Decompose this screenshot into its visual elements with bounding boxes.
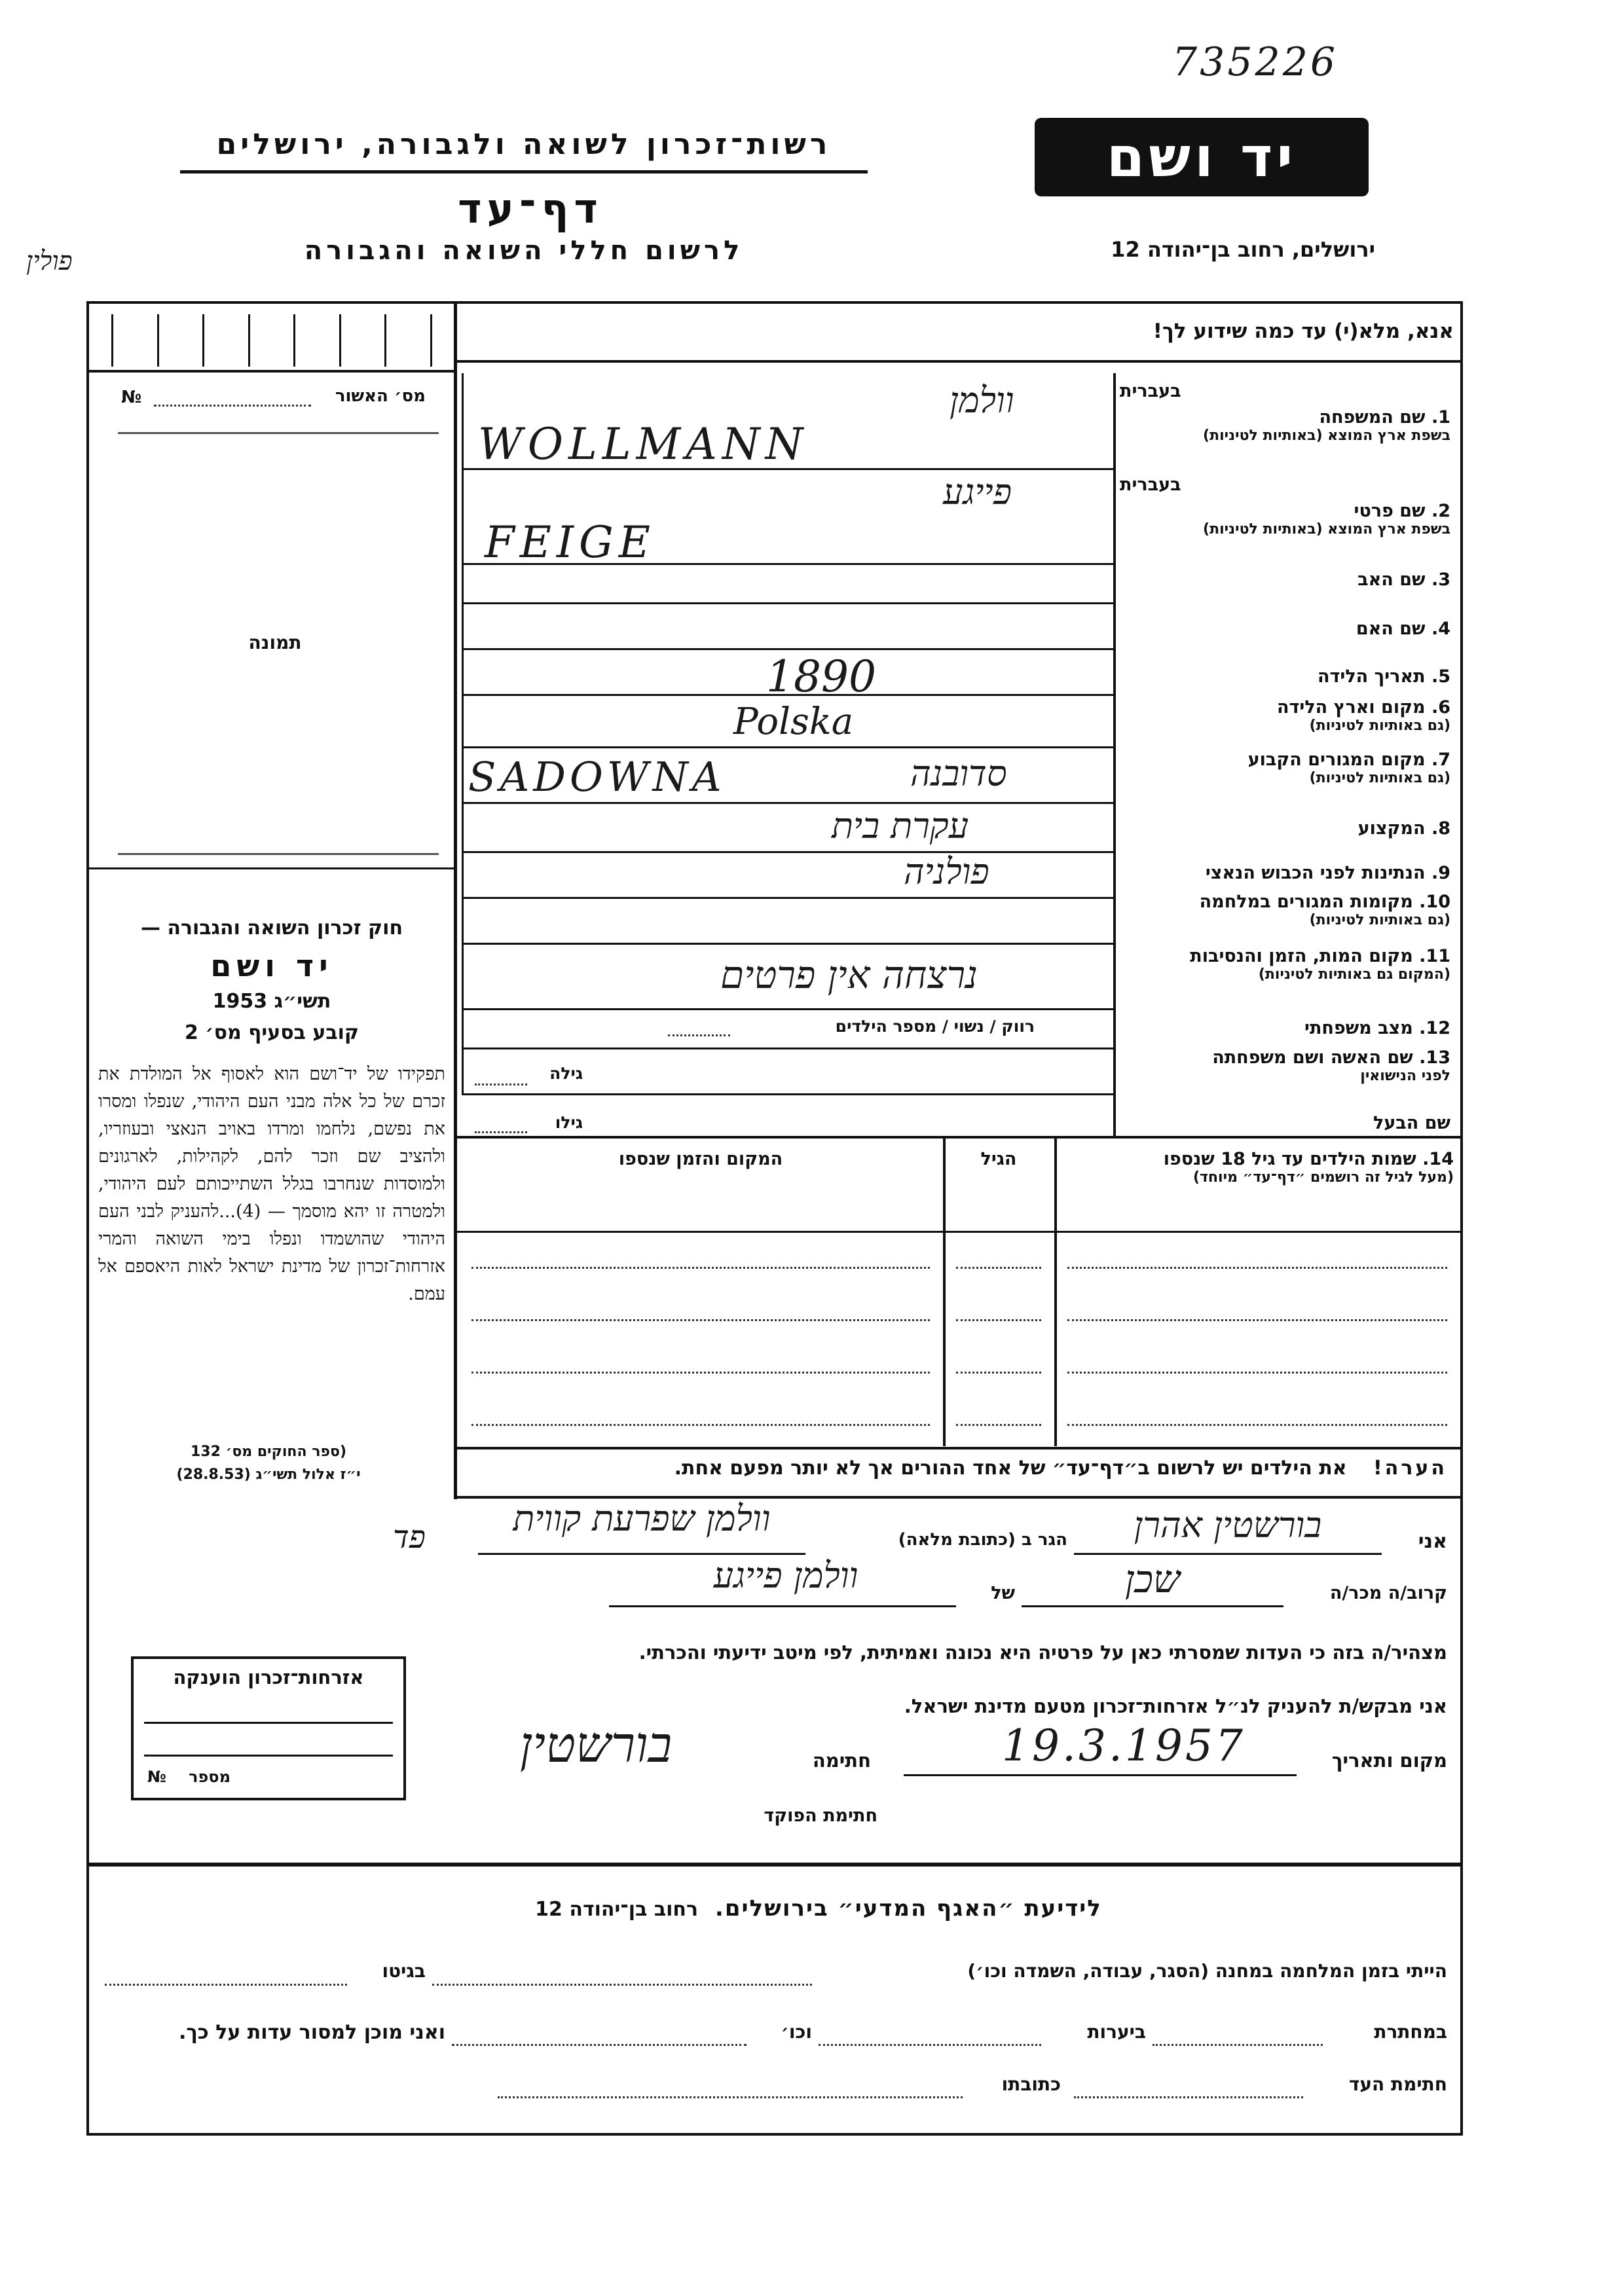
official-signature-label: חתימת הפוקד (764, 1806, 877, 1826)
field-2-sub: בשפת ארץ המוצא (באותיות לטיניות) (1203, 521, 1450, 538)
archive-number: 735226 (1172, 39, 1338, 85)
husband-age-field[interactable] (475, 1131, 527, 1133)
child-row[interactable] (1067, 1424, 1447, 1426)
note-label: הערה! (1373, 1457, 1447, 1480)
instructions-rule (456, 360, 1460, 363)
row-rule (462, 851, 1113, 853)
field-1-label (1120, 381, 1450, 444)
form-subtitle: לרשום חללי השואה והגבורה (304, 236, 744, 266)
field-2-label (1120, 475, 1450, 538)
children-count-field[interactable] (668, 1034, 730, 1036)
field-5-label: 5. תאריך הלידה (1317, 666, 1450, 687)
citizenship-number-suffix: № (147, 1768, 166, 1786)
footer-address: רחוב בן־יהודה 12 (535, 1898, 699, 1921)
birth-place-value[interactable]: Polska (733, 701, 854, 743)
of-line (609, 1605, 956, 1607)
value-left-border (462, 373, 464, 1093)
signature-label: חתימה (812, 1749, 871, 1772)
child-row[interactable] (956, 1267, 1041, 1269)
code-boxes (111, 314, 432, 367)
relation-label: קרוב/ה מכר/ה (1329, 1583, 1447, 1603)
field-1-name: שם המשפחה (1319, 407, 1426, 428)
citizenship-rule-1 (144, 1722, 393, 1724)
marital-status-options[interactable]: רווק / נשוי / מספר הילדים (835, 1017, 1035, 1036)
field-9-label: 9. הנתינות לפני הכבוש הנאצי (1205, 863, 1450, 883)
other-field[interactable] (452, 2044, 747, 2046)
field-1-number: 1. (1431, 407, 1450, 428)
margin-mark: פד (393, 1519, 426, 1556)
ghetto-field[interactable] (105, 1984, 347, 1986)
footer-line2-d: ואני מוכן למסור עדות על כך. (179, 2021, 445, 2044)
field-2-tag: בעברית (1120, 475, 1181, 495)
husband-age-label: גילו (555, 1113, 583, 1132)
approval-label: מס׳ האשור (335, 386, 426, 406)
resides-label: הגר ב (כתובת מלאה) (898, 1530, 1067, 1550)
child-row[interactable] (956, 1372, 1041, 1374)
instructions: אנא, מלא(י) עד כמה שידוע לך! (1153, 319, 1454, 343)
husband-rule (456, 1136, 1460, 1139)
field-7-label: 7. מקום המגורים הקבוע (גם באותיות לטיניות) (1247, 750, 1450, 787)
first-name-hebrew-value[interactable]: פייגע (943, 471, 1012, 513)
law-text: תפקידו של יד־ושם הוא לאסוף אל המולדת את זכרם של כל אלה מבני העם היהודי, שנפלו ומסרו את נפשם, נלחמו ומרדו באויב הנאצי ובעוזריו, ולהציב שם וזכר להם, לקהילות, לארגונים ולמוסדות שנחרבו בגלל השתייכותם לעם היהודי, ולמטרה זו יהא מוסמך — (4)...להעניק לבני העם היהודי שהושמדו ונפלו בימי השואה והמרי אזרחות־זכרון של מדינת ישראל לאות היאספם אל עמם. (98, 1064, 445, 1304)
footer-divider (89, 1863, 1460, 1867)
row-rule (462, 897, 1113, 899)
wife-age-field[interactable] (475, 1084, 527, 1085)
children-header-rule (456, 1231, 1460, 1233)
row-rule (462, 602, 1113, 604)
field-6-label: 6. מקום וארץ הלידה (גם באותיות לטיניות) (1276, 697, 1450, 735)
citizenship-number-label: מספר (189, 1768, 231, 1786)
wife-age-label: גילה (549, 1064, 583, 1083)
field-13-label: 13. שם האשה ושם משפחתה לפני הנישואין (1212, 1048, 1450, 1085)
residence-latin-value[interactable]: SADOWNA (468, 753, 726, 801)
org-underline (180, 170, 868, 173)
margin-note: פולין (26, 246, 73, 276)
name-line (1074, 1553, 1382, 1555)
footer-title-text: לידיעת ״האגף המדעי״ בירושלים. (714, 1895, 1102, 1922)
row-rule (462, 943, 1113, 945)
surname-latin-value[interactable]: WOLLMANN (478, 419, 809, 469)
death-circumstances-value[interactable]: נרצחה אין פרטים (720, 953, 978, 997)
children-place-header: המקום והזמן שנספו (618, 1149, 783, 1169)
law-name: יד ושם (210, 948, 333, 983)
footer-line2-c: וכו׳ (781, 2021, 812, 2043)
row-rule (462, 648, 1113, 650)
date-line (904, 1774, 1297, 1776)
row-rule (462, 1048, 1113, 1049)
law-year: תשי״ג 1953 (212, 990, 331, 1013)
children-col-divider (1054, 1139, 1057, 1446)
label-divider (1113, 373, 1116, 1136)
column-divider (454, 301, 457, 1499)
field-1-sub: בשפת ארץ המוצא (באותיות לטיניות) (1203, 428, 1450, 445)
field-3-label: 3. שם האב (1357, 570, 1450, 590)
ani-label: אני (1418, 1530, 1447, 1553)
citizenship-box-title: אזרחות־זכרון הוענקה (173, 1666, 364, 1688)
children-col-divider (943, 1139, 946, 1446)
birth-year-value[interactable]: 1890 (766, 651, 876, 702)
address: ירושלים, רחוב בן־יהודה 12 (1111, 237, 1375, 262)
note (465, 1457, 1447, 1480)
husband-label: שם הבעל (1373, 1113, 1450, 1133)
relation-value[interactable]: שכן (1124, 1557, 1181, 1601)
footer-title (458, 1895, 1179, 1922)
field-2-number: 2. (1431, 501, 1450, 521)
law-source: (ספר החוקים מס׳ 132 (190, 1444, 347, 1460)
child-row[interactable] (1067, 1372, 1447, 1374)
row-rule (462, 1008, 1113, 1010)
camp-field[interactable] (432, 1984, 812, 1986)
field-12-label: 12. מצב משפחתי (1304, 1018, 1450, 1038)
org-line: רשות־זכרון לשואה ולגבורה, ירושלים (216, 128, 832, 161)
citizenship-rule-2 (144, 1755, 393, 1757)
first-name-latin-value[interactable]: FEIGE (485, 517, 655, 568)
child-row[interactable] (1067, 1267, 1447, 1269)
profession-value[interactable]: עקרת בית (832, 805, 969, 847)
note-top-rule (456, 1447, 1460, 1449)
place-date-label: מקום ותאריך (1331, 1749, 1447, 1772)
footer-line3-a: חתימת העד (1348, 2073, 1447, 2095)
footer-line2-a: במחתרת (1374, 2021, 1447, 2043)
nationality-value[interactable]: פולניה (904, 851, 989, 892)
row-rule (462, 746, 1113, 748)
footer-line1-a: הייתי בזמן המלחמה במחנה (הסגר, עבודה, השמדה וכו׳) (967, 1960, 1447, 1982)
approval-number-field[interactable] (154, 405, 311, 407)
children-label: 14. שמות הילדים עד גיל 18 שנספו (מעל לגיל זה רושמים ״דף־עד״ מיוחד) (1163, 1149, 1454, 1186)
field-8-label: 8. המקצוע (1357, 818, 1450, 839)
child-row[interactable] (471, 1319, 930, 1321)
yad-vashem-logo: יד ושם (1035, 118, 1369, 196)
relation-line (1022, 1605, 1283, 1607)
law-top-rule (89, 867, 454, 869)
residence-hebrew-value[interactable]: סדובנה (910, 753, 1007, 794)
child-row[interactable] (1067, 1319, 1447, 1321)
of-label: של (991, 1583, 1015, 1603)
child-row[interactable] (471, 1372, 930, 1374)
children-age-header: הגיל (980, 1149, 1017, 1169)
declaration-text: מצהיר/ה בזה כי העדות שמסרתי כאן על פרטיה היא נכונה ואמיתית, לפי מיטב ידיעתי והכרתי. (638, 1641, 1447, 1664)
forests-field[interactable] (819, 2044, 1041, 2046)
child-row[interactable] (471, 1424, 930, 1426)
row-rule (462, 1093, 1113, 1095)
field-11-label: 11. מקום המות, הזמן והנסיבות (המקום גם באותיות לטיניות) (1190, 946, 1450, 983)
note-text: את הילדים יש לרשום ב״דף־עד״ של אחד ההורים אך לא יותר מפעם אחת. (674, 1457, 1347, 1480)
child-row[interactable] (471, 1267, 930, 1269)
law-clause: קובע בסעיף מס׳ 2 (184, 1021, 360, 1044)
field-1-tag: בעברית (1120, 381, 1181, 401)
footer-line3-b: כתובתו (1001, 2073, 1061, 2095)
date-value[interactable]: 19.3.1957 (1002, 1721, 1246, 1771)
surname-hebrew-value[interactable]: וולמן (950, 380, 1014, 421)
field-2-name: שם פרטי (1354, 501, 1426, 521)
witness-address-value[interactable]: וולמן שפרעת קווית (513, 1498, 771, 1539)
form-title: דף־עד (458, 185, 603, 232)
field-4-label: 4. שם האם (1356, 619, 1450, 639)
child-row[interactable] (956, 1319, 1041, 1321)
of-value[interactable]: וולמן פייגע (713, 1555, 858, 1596)
underground-field[interactable] (1153, 2044, 1323, 2046)
footer-line1-b: בגיטו (382, 1960, 426, 1982)
photo-label: תמונה (248, 632, 302, 653)
child-row[interactable] (956, 1424, 1041, 1426)
signature-value[interactable]: בורשטין (519, 1715, 673, 1774)
footer-line2-b: ביערות (1087, 2021, 1146, 2043)
witness-signature-field[interactable] (1074, 2096, 1303, 2098)
approval-number-suffix: № (121, 388, 142, 407)
witness-name-value[interactable]: בורשטין אהרן (1134, 1504, 1322, 1546)
field-10-label: 10. מקומות המגורים במלחמה (גם באותיות לטיניות) (1199, 892, 1450, 929)
approval-top-rule (89, 370, 454, 373)
law-title: חוק זכרון השואה והגבורה — (140, 917, 403, 939)
row-rule (462, 802, 1113, 804)
law-date: י״ז אלול תשי״ג (28.8.53) (176, 1467, 361, 1483)
witness-address-field[interactable] (498, 2096, 963, 2098)
request-text: אני מבקש/ת להעניק לנ״ל אזרחות־זכרון מטעם מדינת ישראל. (904, 1695, 1447, 1717)
